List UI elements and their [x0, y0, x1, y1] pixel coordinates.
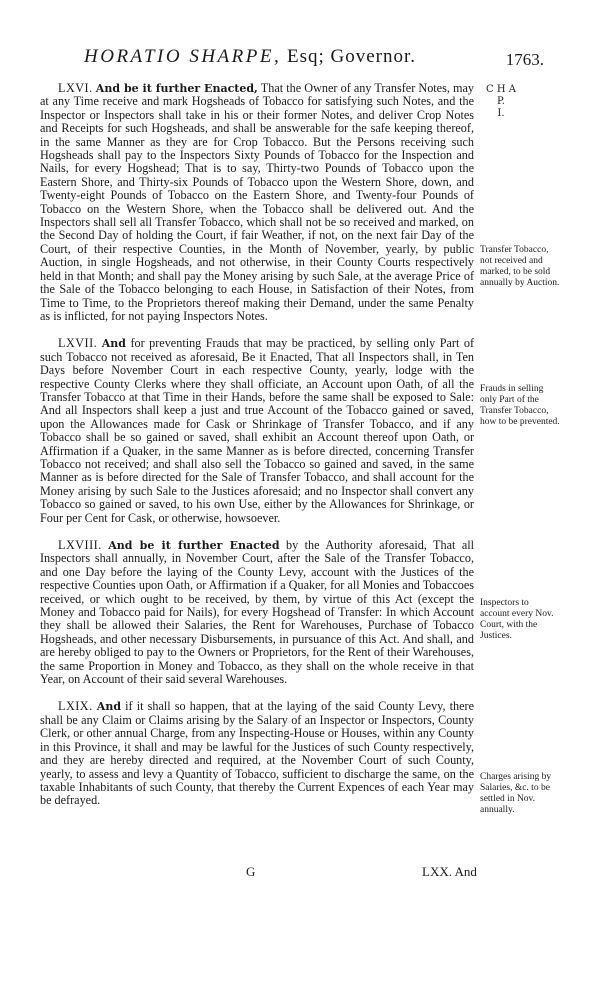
section-lxvii: [40, 337, 474, 525]
signature-mark: G: [246, 864, 256, 879]
section-number: LXVII.: [58, 336, 98, 351]
section-body: That the Owner of any Transfer Notes, may at any Time receive and mark Hogsheads of Tobacco for satisfying such Notes, and the Inspector or Inspectors shall take in his or their former Notes, and deliver Crop Notes and Receipts for such Hogsheads, and shall be answerable for the safe keeping thereof, in the same Manner as they are for Crop Tobacco. But the Persons receiving such Hogsheads shall pay to the Inspectors Sixty Pounds of Tobacco for the Inspection and Nails, for every Hogshead; That is to say, Thirty-two Pounds of Tobacco upon the Eastern Shore, and Thirty-six Pounds of Tobacco upon the Western Shore, down, and Twenty-eight Pounds of Tobacco on the Eastern Shore, and Twenty-four Pounds of Tobacco on the Western Shore, when the Tobacco shall be delivered out. And the Inspectors shall sell all Transfer Tobacco, which shall not be so received and marked, on the Second Day of holding the Court, if fair Weather, if not, on the next fair Day of the Court, of their respective Counties, in the Month of November, yearly, by public Auction, in single Hogsheads, and not otherwise, in their County Courts respectively held in that Month; and shall pay the Money arising by such Sale, at the average Price of the Sale of the Tobacco belonging to each House, in Satisfaction of their Notes, from Time to Time, to the Proprietors thereof making their Demand, under the same Penalty as is inflicted, for not paying Inspectors Notes.: [40, 81, 474, 323]
section-opening: And: [101, 337, 126, 351]
section-opening: And: [96, 700, 122, 714]
main-text: [40, 82, 474, 822]
catchword: LXX. And: [422, 864, 477, 879]
margin-note-charges: Charges arising by Salaries, &c. to be settled in Nov. annually.: [480, 772, 552, 815]
running-title: [84, 46, 416, 68]
section-lxviii: [40, 539, 474, 686]
section-number: LXVI.: [58, 81, 93, 95]
section-number: LXIX.: [58, 699, 93, 714]
chapter-label: [481, 84, 521, 120]
section-opening: And be it further Enacted: [108, 539, 280, 552]
running-title-name: HORATIO SHARPE,: [84, 46, 282, 67]
running-title-office: Esq; Governor.: [281, 46, 417, 67]
section-body: for preventing Frauds that may be practiced, by selling only Part of such Tobacco not received as aforesaid, Be it Enacted, That all Inspectors shall, in Ten Days before November Court in each respective County, yearly, lodge with the respective County Clerks where they shall officiate, an Account upon Oath, of all the Transfer Tobacco at that Time in their Hands, before the same shall be exposed to Sale: And all Inspectors shall keep a just and true Account of the Tobacco gained or saved, upon the Allowances made for Cask or Shrinkage of Transfer Tobacco, and if any Tobacco shall be so gained or saved, shall exhibit an Account thereof upon Oath, or Affirmation if a Quaker, in the same Manner as is before directed, concerning Transfer Tobacco not received; and shall also sell the Tobacco so gained and saved, in the same Manner as is before directed for the Sale of Transfer Tobacco, and shall account for the Money arising by such Sale to the Justices aforesaid; and no Inspector shall convert any Tobacco so gained or saved, to his own Use, either by the Allowances for Shrinkage, or Four per Cent for Cask, or otherwise, howsoever.: [40, 336, 475, 525]
section-number: LXVIII.: [58, 538, 102, 552]
section-opening: And be it further Enacted,: [95, 82, 258, 95]
section-body: by the Authority aforesaid, That all Inspectors shall annually, in November Court, after the Sale of the Transfer Tobacco, and one Day before the laying of the County Levy, account with the Justices of the respective Counties upon Oath, or Affirmation if a Quaker, for all Monies and Tobaccoes received, or which ought to be received, by them, by virtue of this Act (except the Money and Tobacco paid for Nails), for every Hogshead of Transfer: In which Account they shall be allowed their Salaries, the Rent for Warehouses, Purchase of Tobacco Hogsheads, and other necessary Disbursements, in pursuance of this Act. And shall, and are hereby obliged to pay to the Owners or Proprietors, for the Rent of their Warehouses, the same Proportion in Money and Tobacco, as they shall on the whole receive in that Year, on Account of their said several Warehouses.: [40, 538, 474, 687]
margin-note-inspectors-account: Inspectors to account every Nov. Court, with the Justices.: [480, 598, 554, 641]
section-lxix: [40, 700, 474, 807]
section-body: if it shall so happen, that at the laying of the said County Levy, there shall be any Claim or Claims arising by the Salary of an Inspector or Inspectors, County Clerk, or other annual Charge, from any Inspecting-House or Houses, within any County in this Province, it shall and may be lawful for the Justices of such County respectively, and they are hereby directed and required, at the November Court of such County, yearly, to assess and levy a Quantity of Tobacco, sufficient to discharge the same, on the taxable Inhabitants of such County, that thereby the Current Expences of each Year may be defrayed.: [40, 699, 475, 808]
chapter-label-word: C H A P.: [486, 84, 516, 107]
page-header: [84, 44, 544, 76]
margin-note-frauds: Frauds in selling only Part of the Transfer Tobacco, how to be prevented.: [480, 384, 560, 427]
page-year: 1763.: [505, 50, 544, 69]
section-lxvi: [40, 82, 474, 323]
margin-note-transfer-tobacco: Transfer Tobacco, not received and marked, to be sold annually by Auction.: [480, 245, 560, 288]
chapter-label-number: I.: [497, 108, 505, 119]
